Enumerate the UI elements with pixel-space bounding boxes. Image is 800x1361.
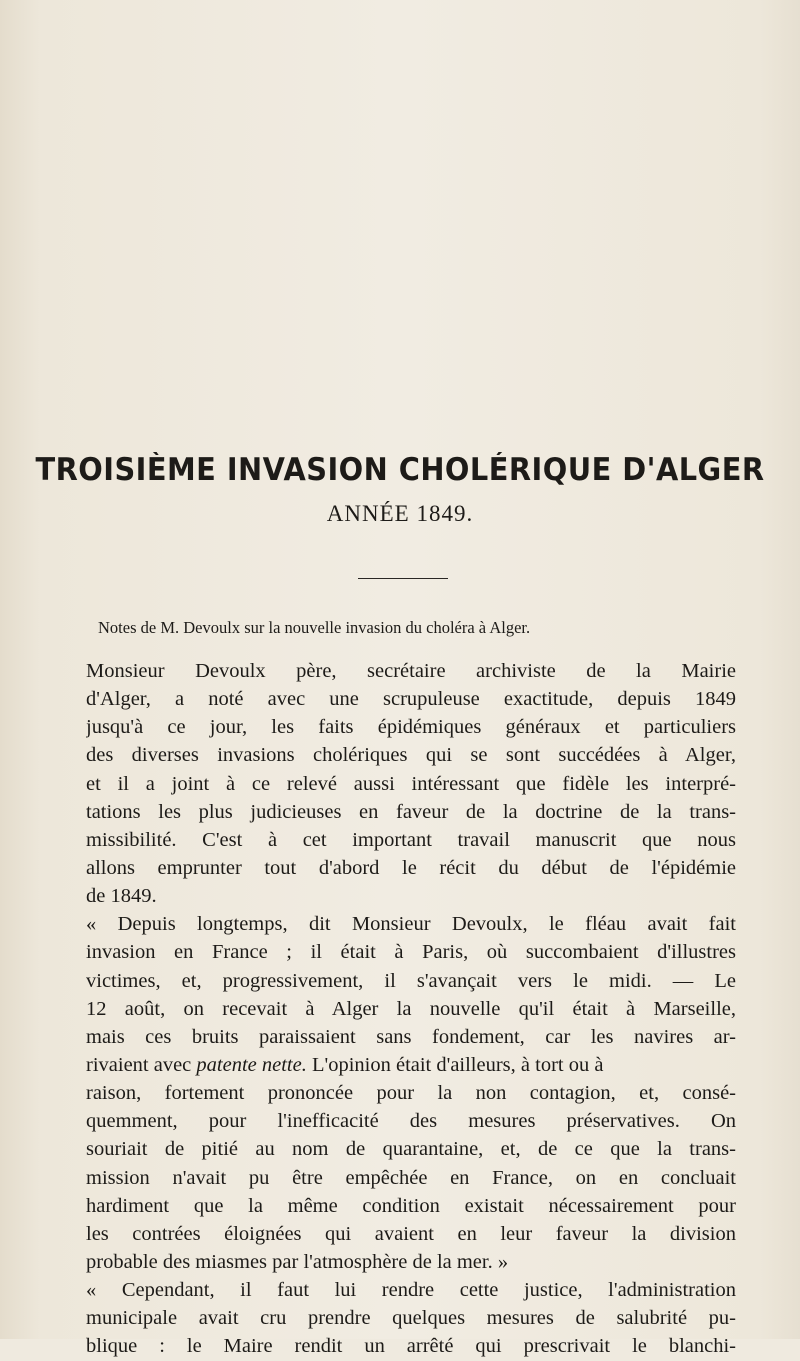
text-line: de 1849. [86, 885, 157, 908]
text-line: d'Alger, a noté avec une scrupuleuse exactitude, depuis 1849 [86, 688, 736, 711]
text-line: les contrées éloignées qui avaient en leur faveur la division [86, 1222, 736, 1245]
text-line: mais ces bruits paraissaient sans fondement, car les navires ar- [86, 1025, 736, 1048]
document-subtitle: ANNÉE 1849. [326, 501, 474, 526]
text-line: raison, fortement prononcée pour la non contagion, et, consé- [86, 1082, 736, 1105]
notes-caption: Notes de M. Devoulx sur la nouvelle invasion du choléra à Alger. [98, 618, 531, 637]
text-line-with-italic [86, 1051, 736, 1079]
text-line: souriait de pitié au nom de quarantaine, et, de ce que la trans- [86, 1138, 736, 1161]
text-line: invasion en France ; il était à Paris, où succombaient d'illustres [86, 941, 736, 964]
text-line: allons emprunter tout d'abord le récit du début de l'épidémie [86, 856, 736, 879]
text-line: « Depuis longtemps, dit Monsieur Devoulx, le fléau avait fait [86, 913, 736, 936]
text-line: tations les plus judicieuses en faveur de la doctrine de la trans- [86, 800, 736, 823]
text-line: blique : le Maire rendit un arrêté qui prescrivait le blanchi- [86, 1335, 736, 1358]
text-segment: L'opinion était d'ailleurs, à tort ou à [306, 1053, 604, 1076]
text-line: hardiment que la même condition existait nécessairement pour [86, 1194, 736, 1217]
text-line: 12 août, on recevait à Alger la nouvelle qu'il était à Marseille, [86, 997, 736, 1020]
text-line: jusqu'à ce jour, les faits épidémiques généraux et particuliers [86, 716, 736, 739]
text-line: mission n'avait pu être empêchée en France, on en concluait [86, 1166, 736, 1189]
italic-phrase: patente nette. [196, 1053, 307, 1076]
body-text [86, 657, 736, 1361]
text-line: probable des miasmes par l'atmosphère de la mer. » [86, 1250, 509, 1273]
text-line: missibilité. C'est à cet important travail manuscrit que nous [86, 828, 736, 851]
text-line: quemment, pour l'inefficacité des mesures préservatives. On [86, 1110, 736, 1133]
separator-rule [358, 578, 448, 579]
document-title: TROISIÈME INVASION CHOLÉRIQUE D'ALGER [35, 452, 765, 488]
text-line: Monsieur Devoulx père, secrétaire archiviste de la Mairie [86, 660, 736, 682]
text-line: des diverses invasions cholériques qui se sont succédées à Alger, [86, 744, 736, 767]
text-line: municipale avait cru prendre quelques mesures de salubrité pu- [86, 1307, 736, 1330]
text-line: victimes, et, progressivement, il s'avançait vers le midi. — Le [86, 969, 736, 992]
text-line: « Cependant, il faut lui rendre cette justice, l'administration [86, 1279, 736, 1302]
text-line: et il a joint à ce relevé aussi intéressant que fidèle les interpré- [86, 772, 736, 795]
text-segment: rivaient avec [86, 1053, 197, 1076]
